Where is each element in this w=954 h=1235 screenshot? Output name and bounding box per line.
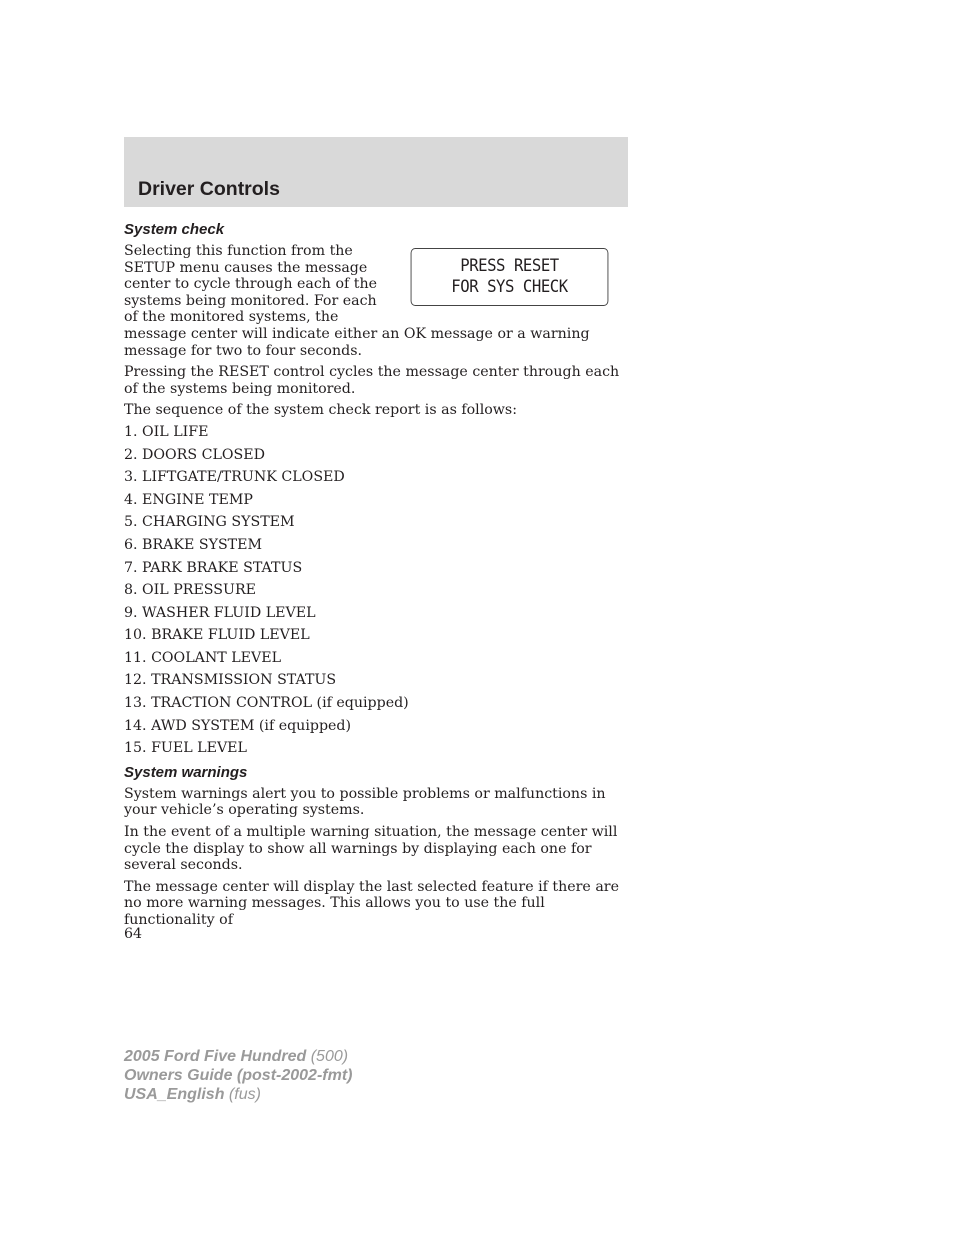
- list-item: 10. BRAKE FLUID LEVEL: [124, 627, 310, 644]
- list-item: 9. WASHER FLUID LEVEL: [124, 604, 316, 621]
- footer-line-2: [124, 1066, 352, 1085]
- system-warnings-heading: System warnings: [124, 763, 248, 781]
- footer-model: 2005 Ford Five Hundred: [124, 1048, 307, 1065]
- list-item: 5. CHARGING SYSTEM: [124, 514, 295, 531]
- system-check-sequence-paragraph: The sequence of the system check report is as follows:: [124, 402, 517, 419]
- document-footer: [124, 1047, 352, 1104]
- list-item: 6. BRAKE SYSTEM: [124, 536, 263, 553]
- footer-model-code: (500): [310, 1048, 349, 1065]
- list-item: 1. OIL LIFE: [124, 423, 209, 440]
- footer-line-3: [124, 1085, 352, 1104]
- display-line-1: PRESS RESET: [460, 256, 559, 276]
- system-warnings-paragraph-1: System warnings alert you to possible problems or malfunctions in your vehicle’s operating systems.: [124, 785, 606, 819]
- system-check-sequence-list: [124, 424, 628, 757]
- footer-line-1: [124, 1047, 352, 1066]
- list-item: 12. TRANSMISSION STATUS: [124, 672, 337, 689]
- footer-guide: Owners Guide (post-2002-fmt): [124, 1067, 353, 1084]
- system-check-reset-paragraph: Pressing the RESET control cycles the message center through each of the systems being monitored.: [124, 364, 620, 397]
- list-item: 8. OIL PRESSURE: [124, 582, 256, 599]
- list-item: 2. DOORS CLOSED: [124, 446, 265, 463]
- system-check-intro-block: [124, 243, 628, 359]
- list-item: 15. FUEL LEVEL: [124, 740, 247, 757]
- system-warnings-paragraph-3: The message center will display the last selected feature if there are no more warning messages. This allows you to use the full functionality of: [124, 878, 619, 928]
- system-warnings-paragraph-2: In the event of a multiple warning situation, the message center will cycle the display to show all warnings by displaying each one for several seconds.: [124, 824, 618, 874]
- list-item: 7. PARK BRAKE STATUS: [124, 559, 303, 576]
- section-title: Driver Controls: [138, 178, 280, 200]
- footer-language-code: (fus): [228, 1086, 261, 1103]
- display-line-2: FOR SYS CHECK: [451, 277, 568, 297]
- page-content: [124, 218, 628, 934]
- list-item: 3. LIFTGATE/TRUNK CLOSED: [124, 469, 345, 486]
- system-check-intro-paragraph: Selecting this function from the SETUP menu causes the message center to cycle through each of the systems being monitored. For each of the monitored systems, the message center will indicate either an OK message or a warning message for two to four seconds.: [124, 243, 590, 359]
- page-number: 64: [124, 926, 143, 942]
- list-item: 11. COOLANT LEVEL: [124, 649, 282, 666]
- list-item: 13. TRACTION CONTROL (if equipped): [124, 695, 409, 712]
- list-item: 14. AWD SYSTEM (if equipped): [124, 717, 352, 734]
- system-check-heading: System check: [124, 221, 225, 238]
- section-header-band: [124, 137, 628, 207]
- footer-language: USA_English: [124, 1086, 225, 1103]
- list-item: 4. ENGINE TEMP: [124, 491, 253, 508]
- message-center-display-illustration: [411, 248, 609, 306]
